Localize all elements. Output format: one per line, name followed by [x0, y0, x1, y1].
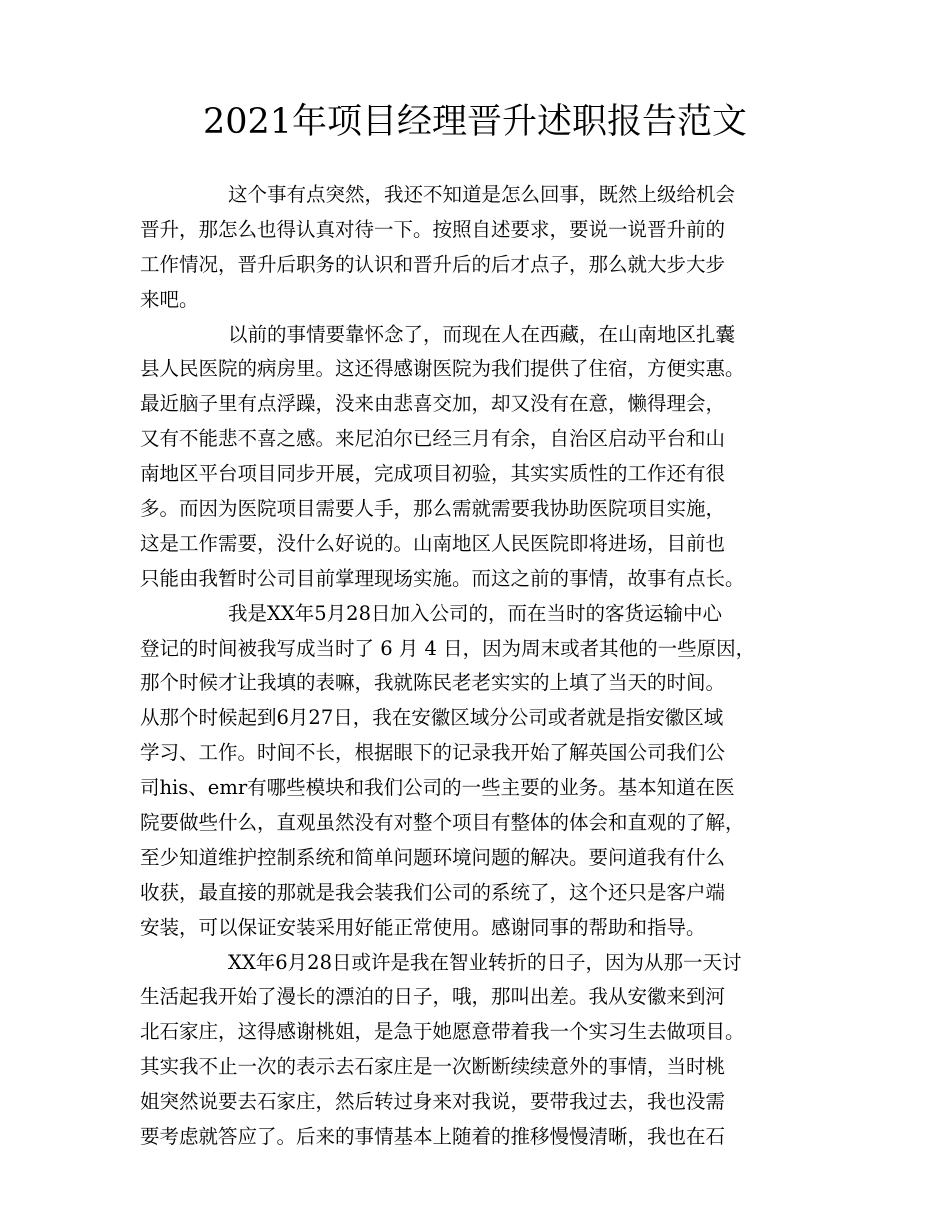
paragraph-line: XX年6月28日或许是我在智业转折的日子，因为从那一天讨 — [228, 950, 742, 974]
paragraph-line: 来吧。 — [140, 287, 199, 311]
paragraph-line: 要考虑就答应了。后来的事情基本上随着的推移慢慢清晰，我也在石 — [140, 1125, 726, 1149]
paragraph-line: 以前的事情要靠怀念了，而现在人在西藏，在山南地区扎囊 — [228, 322, 736, 346]
paragraph-line: 只能由我暂时公司目前掌理现场实施。而这之前的事情，故事有点长。 — [140, 566, 745, 590]
paragraph-line: 收获，最直接的那就是我会装我们公司的系统了，这个还只是客户端 — [140, 880, 726, 904]
paragraph-line: 晋升，那怎么也得认真对待一下。按照自述要求，要说一说晋升前的 — [140, 217, 726, 241]
paragraph-line: 从那个时候起到6月27日，我在安徽区域分公司或者就是指安徽区域 — [140, 706, 724, 730]
paragraph-line: 院要做些什么，直观虽然没有对整个项目有整体的体会和直观的了解， — [140, 811, 745, 835]
paragraph-line: 这是工作需要，没什么好说的。山南地区人民医院即将进场，目前也 — [140, 531, 726, 555]
paragraph-line: 其实我不止一次的表示去石家庄是一次断断续续意外的事情，当时桃 — [140, 1055, 726, 1079]
paragraph-line: 学习、工作。时间不长，根据眼下的记录我开始了解英国公司我们公 — [140, 741, 726, 765]
paragraph-line: 那个时候才让我填的表嘛，我就陈民老老实实的上填了当天的时间。 — [140, 671, 726, 695]
paragraph-line: 工作情况，晋升后职务的认识和晋升后的后才点子，那么就大步大步 — [140, 252, 726, 276]
paragraph-line: 最近脑子里有点浮躁，没来由悲喜交加，却又没有在意，懒得理会， — [140, 392, 726, 416]
paragraph-line: 这个事有点突然，我还不知道是怎么回事，既然上级给机会 — [228, 183, 736, 206]
document-body — [140, 178, 840, 1155]
paragraph-line: 南地区平台项目同步开展，完成项目初验，其实实质性的工作还有很 — [140, 462, 726, 486]
paragraph — [140, 597, 840, 946]
paragraph-line: 县人民医院的病房里。这还得感谢医院为我们提供了住宿，方便实惠。 — [140, 357, 745, 381]
paragraph-line: 登记的时间被我写成当时了 6 月 4 日，因为周末或者其他的一些原因， — [140, 636, 756, 660]
paragraph-line: 安装，可以保证安装采用好能正常使用。感谢同事的帮助和指导。 — [140, 915, 706, 939]
document-title: 2021年项目经理晋升述职报告范文 — [202, 102, 748, 142]
paragraph — [140, 318, 840, 597]
paragraph-line: 又有不能悲不喜之感。来尼泊尔已经三月有余，自治区启动平台和山 — [140, 427, 726, 451]
paragraph-line: 生活起我开始了漫长的漂泊的日子，哦，那叫出差。我从安徽来到河 — [140, 985, 726, 1009]
paragraph-line: 北石家庄，这得感谢桃姐，是急于她愿意带着我一个实习生去做项目。 — [140, 1020, 745, 1044]
paragraph — [140, 946, 840, 1155]
paragraph-line: 姐突然说要去石家庄，然后转过身来对我说，要带我过去，我也没需 — [140, 1090, 726, 1114]
paragraph-line: 多。而因为医院项目需要人手，那么需就需要我协助医院项目实施， — [140, 497, 726, 521]
paragraph — [140, 178, 840, 318]
paragraph-line: 司his、emr有哪些模块和我们公司的一些主要的业务。基本知道在医 — [140, 776, 735, 800]
paragraph-line: 我是XX年5月28日加入公司的，而在当时的客货运输中心 — [228, 601, 722, 625]
paragraph-line: 至少知道维护控制系统和简单问题环境问题的解决。要问道我有什么 — [140, 845, 726, 869]
